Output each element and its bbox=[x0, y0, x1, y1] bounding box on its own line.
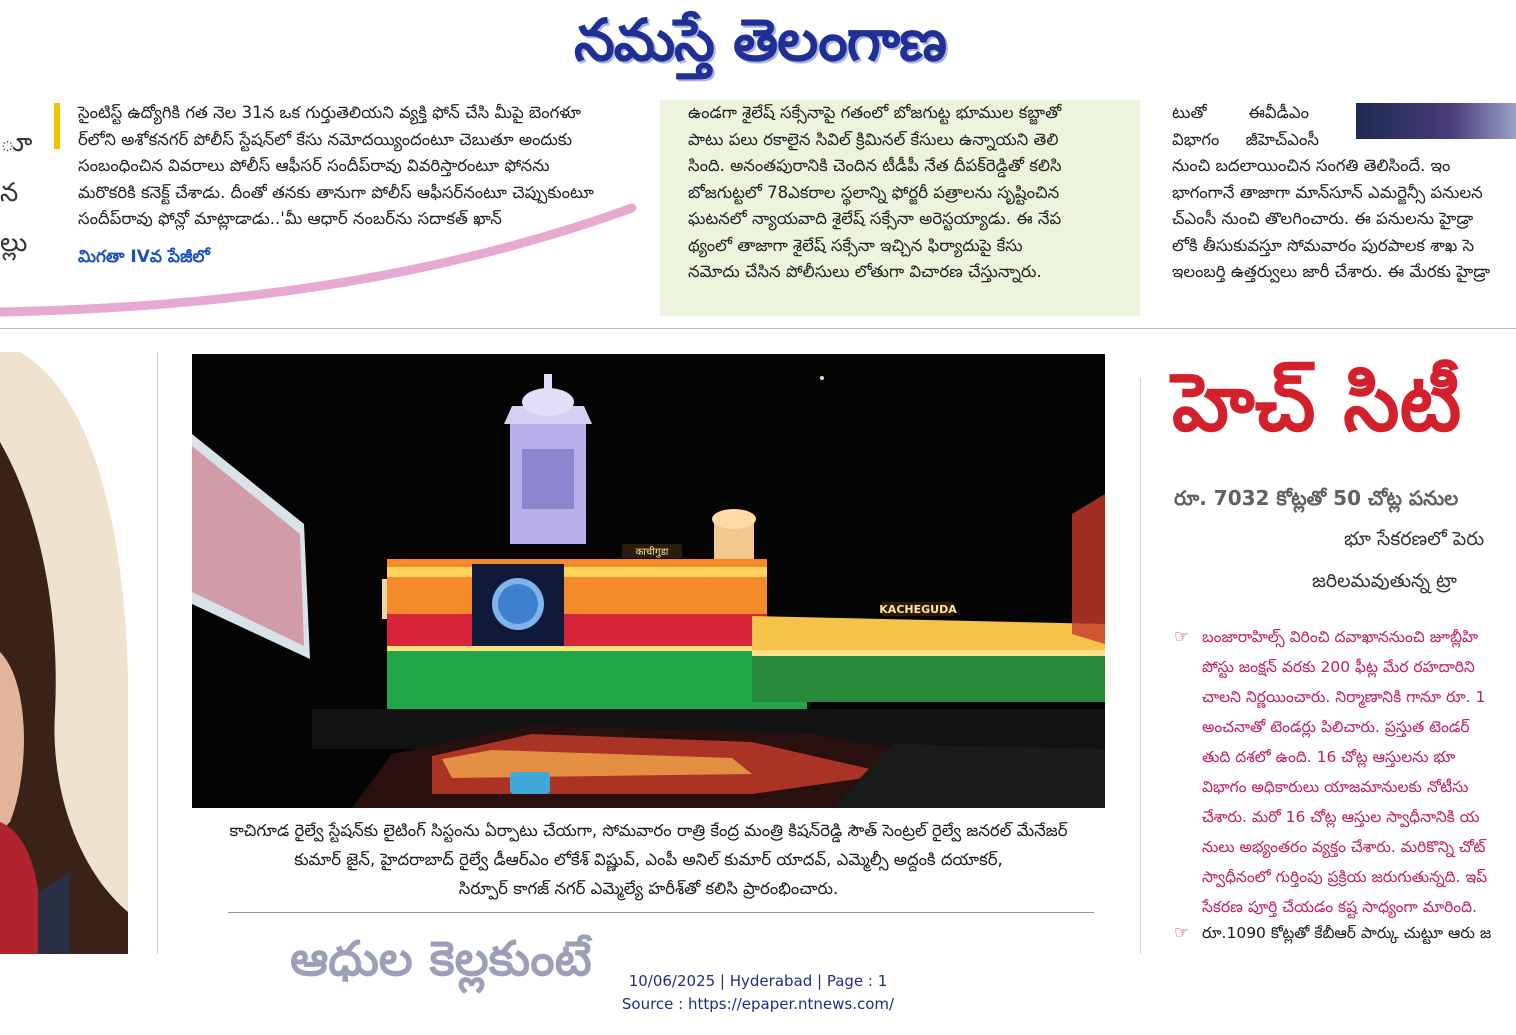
text-line: లోకి తీసుకువస్తూ సోమవారం పురపాలక శాఖ సె bbox=[1172, 235, 1475, 255]
text-line: బోజగుట్టలో 78ఎకరాల స్థలాన్ని ఫోర్జరీ పత్రాలను సృష్టించిన bbox=[688, 182, 1060, 202]
text-line: నుంచి బదలాయించిన సంగతి తెలిసిందే. ఇం bbox=[1172, 156, 1451, 175]
text-line: సింది. అనంతపురానికి చెందిన టీడీపీ నేత దీపక్‌రెడ్డితో కలిసి bbox=[688, 156, 1062, 175]
text-line: సంబంధించిన వివరాలు పోలీస్ ఆఫీసర్ సందీప్‌రావు వివరిస్తారంటూ ఫోనను bbox=[78, 156, 550, 175]
caption-line: కాచిగూడ రైల్వే స్టేషన్‌కు లైటింగ్ సిస్టంను ఏర్పాటు చేయగా, సోమవారం రాత్రి కేంద్ర మంత్రి కిషన్‌రెడ్డి సౌత్ సెంట్రల్ రైల్వే జనరల్ మేనేజర్ bbox=[229, 821, 1068, 840]
photo-caption bbox=[192, 816, 1105, 903]
right-subheading-3: జరిలమవుతున్న ట్రా bbox=[1312, 570, 1457, 592]
article-column-1 bbox=[78, 100, 638, 233]
text-line: విభాగం జీహెచ్‌ఎంసీ bbox=[1172, 129, 1319, 149]
footer-date-location: 10/06/2025 | Hyderabad | Page : 1 bbox=[628, 972, 888, 990]
fragment-line: ూ bbox=[0, 128, 33, 158]
bullet-line: సేకరణ పూర్తి చేయడం కష్ట సాధ్యంగా మారింది. bbox=[1202, 898, 1478, 916]
masthead-title: నమస్తే తెలంగాణ bbox=[574, 6, 946, 74]
bullet-line: అంచనాతో టెండర్లు పిలిచారు. ప్రస్తుత టెండర్ bbox=[1202, 718, 1470, 736]
bullet-text: రూ.1090 కోట్లతో కేబీఆర్ పార్కు చుట్టూ ఆరు జ bbox=[1202, 924, 1492, 942]
article-marker bbox=[54, 103, 60, 149]
text-line: పాటు పలు రకాలైన సివిల్ క్రిమినల్ కేసులు ఉన్నాయని తెలి bbox=[688, 129, 1059, 149]
footer-source-link[interactable]: Source : https://epaper.ntnews.com/ bbox=[621, 995, 895, 1013]
text-line: మరొకరికి కనెక్ట్ చేశాడు. దీంతో తనకు తానుగా పోలీస్ ఆఫీసర్‌నంటూ చెప్పుకుంటూ bbox=[78, 182, 594, 202]
bullet-line bbox=[1174, 918, 1516, 948]
text-line: భాగంగానే తాజాగా మాన్‌సూన్ ఎమర్జెన్సీ పనులన bbox=[1172, 182, 1483, 202]
bullet-line: విభాగం అధికారులు యాజమానులకు నోటీసు bbox=[1202, 778, 1469, 796]
bullet-line bbox=[1174, 622, 1516, 652]
text-line: ఉండగా శైలేష్ సక్సేనాపై గతంలో బోజగుట్ట భూముల కబ్జాతో bbox=[688, 103, 1062, 122]
text-line: ఘటనలో న్యాయవాది శైలేష్ సక్సేనా అరెస్టయ్యాడు. ఈ నేప bbox=[688, 209, 1062, 228]
railway-station-photo bbox=[192, 354, 1105, 808]
text-line: టుతో ఈవీడీఎం bbox=[1172, 103, 1309, 122]
column-rule bbox=[157, 352, 158, 954]
text-line: సందీప్‌రావు ఫోన్లో మాట్లాడాడు..'మీ ఆధార్ నంబర్‌ను సదాకత్ ఖాన్ bbox=[78, 209, 502, 228]
page-footer bbox=[0, 970, 1516, 1016]
pointing-hand-icon: ☞ bbox=[1174, 923, 1190, 943]
bullet-line: చేశారు. మరో 16 చోట్ల ఆస్తుల స్వాధీనానికి య bbox=[1202, 808, 1480, 826]
station-name-sign: KACHEGUDA bbox=[879, 603, 957, 616]
text-line: ఇలంబర్తి ఉత్తర్వులు జారీ చేశారు. ఈ మేరకు హైడ్రా bbox=[1172, 262, 1491, 281]
continued-link[interactable]: మిగతా IVవ పేజీలో bbox=[78, 247, 210, 267]
right-subheading-1: రూ. 7032 కోట్లతో 50 చోట్ల పనుల bbox=[1174, 486, 1459, 510]
bullet-line: నులు అభ్యంతరం వ్యక్తం చేశారు. మరికొన్ని చోట్ bbox=[1202, 838, 1486, 856]
article-thumbnail bbox=[1356, 103, 1516, 139]
bullet-line: పోస్టు జంక్షన్ వరకు 200 ఫీట్ల మేర రహదారిని bbox=[1202, 658, 1475, 676]
bullet-line: చాలని నిర్ణయించారు. నిర్మాణానికి గానూ రూ. 1 bbox=[1202, 688, 1486, 706]
section-divider bbox=[0, 328, 1516, 329]
bullet-line: స్వాధీనంలో గుర్తింపు ప్రక్రియ జరుగుతున్నది. ఇప్ bbox=[1202, 868, 1488, 886]
fragment-line: న bbox=[0, 178, 19, 208]
pointing-hand-icon: ☞ bbox=[1174, 627, 1190, 647]
station-hindi-sign: काचीगुडा bbox=[635, 547, 669, 558]
bottom-headline-cropped: ఆధుల కెల్లకుంటే bbox=[290, 931, 592, 987]
right-headline: హెచ్ సిటీ bbox=[1172, 356, 1462, 449]
caption-divider bbox=[228, 912, 1094, 913]
text-line: ర్‌లోని అశోకనగర్ పోలీస్ స్టేషన్‌లో కేసు నమోదయ్యిందంటూ చెబుతూ అందుకు bbox=[78, 129, 573, 149]
right-bullet-2 bbox=[1174, 918, 1516, 948]
text-line: నమోదు చేసిన పోలీసులు లోతుగా విచారణ చేస్తున్నారు. bbox=[688, 262, 1042, 281]
caption-line: కుమార్ జైన్, హైదరాబాద్ రైల్వే డీఆర్‌ఎం లోకేశ్ విష్ణువ్, ఎంపీ అనిల్ కుమార్ యాదవ్, ఎమ్మెల్సీ అద్దంకి దయాకర్, bbox=[294, 850, 1003, 869]
bullet-text: బంజారాహిల్స్ విరించి దవాఖాననుంచి జూబ్లీహి bbox=[1202, 628, 1479, 646]
text-line: సైంటిస్ట్ ఉద్యోగికి గత నెల 31న ఒక గుర్తుతెలియని వ్యక్తి ఫోన్ చేసి మీపై బెంగళూ bbox=[78, 103, 582, 122]
right-subheading-2: భూ సేకరణలో పెరు bbox=[1344, 528, 1485, 550]
text-line: థ్యంలో తాజాగా శైలేష్ సక్సేనా ఇచ్చిన ఫిర్యాదుపై కేసు bbox=[688, 235, 1023, 255]
article-column-2 bbox=[688, 100, 1134, 286]
fragment-line: ల్లు bbox=[0, 228, 28, 258]
right-bullet-1 bbox=[1174, 622, 1516, 922]
column-rule bbox=[1140, 378, 1141, 954]
caption-line: సిర్పూర్ కాగజ్ నగర్ ఎమ్మెల్యే హరీశ్‌తో కలిసి ప్రారంభించారు. bbox=[458, 879, 839, 898]
text-line: చ్‌ఎంసీ నుంచి తొలగించారు. ఈ పనులను హైడ్రా bbox=[1172, 209, 1474, 228]
portrait-photo bbox=[0, 352, 128, 954]
bullet-line: తుది దశలో ఉంది. 16 చోట్ల ఆస్తులను భూ bbox=[1202, 748, 1456, 766]
